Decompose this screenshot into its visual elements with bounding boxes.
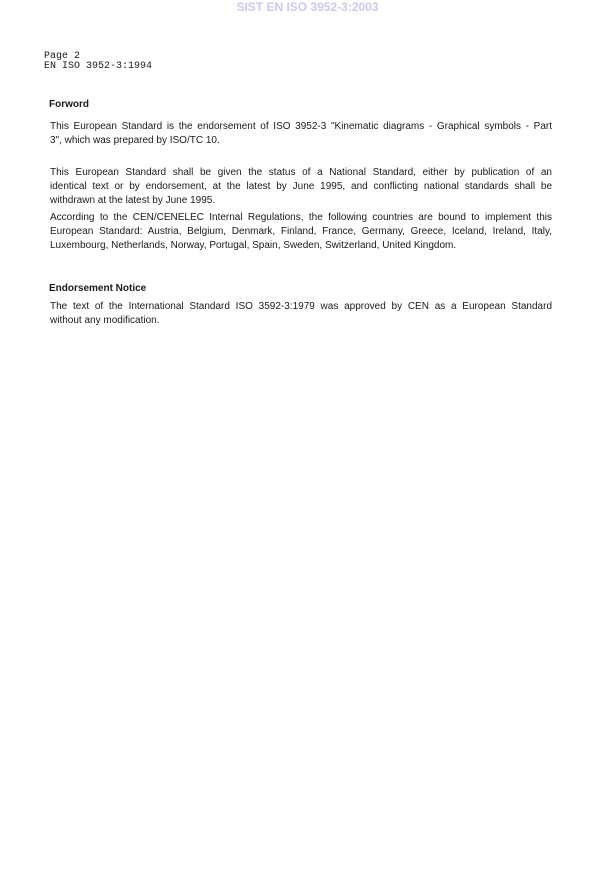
foreword-heading: Forword xyxy=(49,99,89,110)
text-line: According to the CEN/CENELEC Internal Regulations, the following countries are bound to implement this xyxy=(50,212,552,223)
endorsement-heading: Endorsement Notice xyxy=(49,283,147,294)
page-number: Page 2 xyxy=(44,51,81,62)
text-line: This European Standard is the endorsement of ISO 3952-3 "Kinematic diagrams - Graphical symbols - Part xyxy=(50,121,552,132)
text-line: The text of the International Standard ISO 3592-3:1979 was approved by CEN as a European Standard xyxy=(50,301,552,312)
text-line: Luxembourg, Netherlands, Norway, Portugal, Spain, Sweden, Switzerland, United Kingdom. xyxy=(50,240,457,251)
watermark: SIST EN ISO 3952-3:2003 xyxy=(236,0,379,14)
text-line: This European Standard shall be given the status of a National Standard, either by publication of an xyxy=(50,167,552,178)
text-line: without any modification. xyxy=(50,315,160,326)
text-line: European Standard: Austria, Belgium, Denmark, Finland, France, Germany, Greece, Iceland, Ireland, Italy, xyxy=(50,226,552,237)
text-line: 3", which was prepared by ISO/TC 10. xyxy=(50,135,220,146)
text-line: identical text or by endorsement, at the latest by June 1995, and conflicting national standards shall be xyxy=(50,181,552,192)
text-line: withdrawn at the latest by June 1995. xyxy=(50,195,216,206)
document-id: EN ISO 3952-3:1994 xyxy=(44,61,153,72)
